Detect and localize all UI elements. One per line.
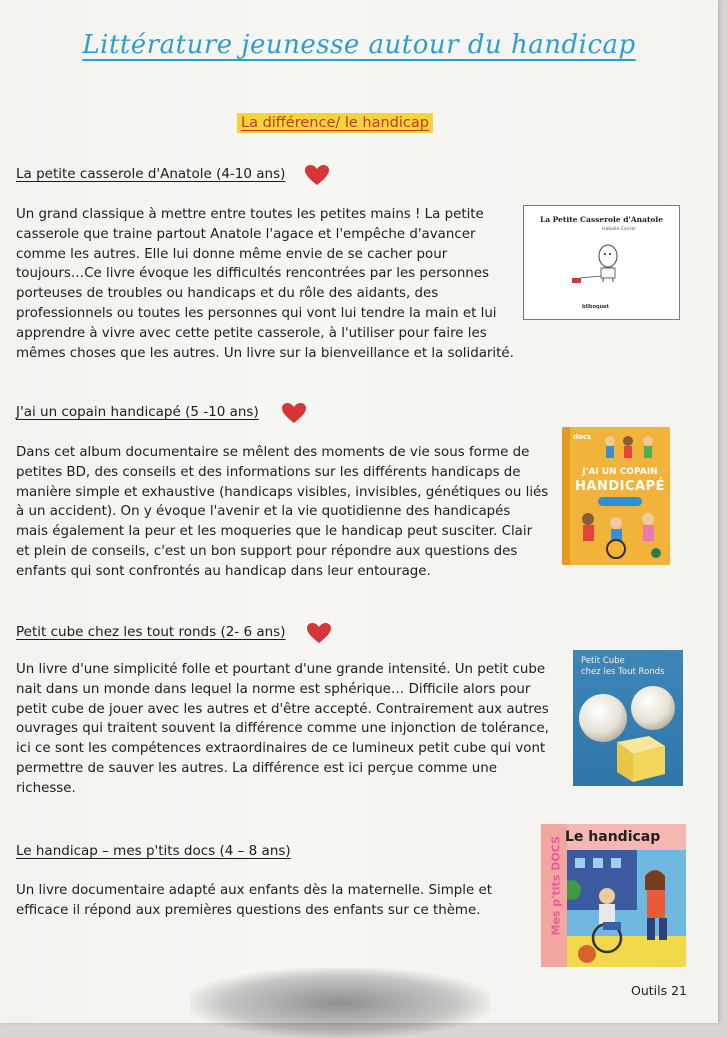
cover-title: Le handicap	[565, 829, 661, 845]
photo-shadow	[190, 968, 490, 1038]
anatole-illustration	[568, 242, 628, 292]
description-line: ici ce sont les compétences extraordinaires de ce lumineux petit cube qui vont	[16, 741, 546, 757]
page-footer: Outils 21	[631, 983, 687, 998]
description-line: et plein de conseils, c'est un bon support pour répondre aux questions des	[16, 543, 518, 559]
description-line: toujours…Ce livre évoque les difficultés rencontrées par les personnes	[16, 266, 490, 282]
children-playing-illustration	[567, 850, 686, 967]
page-title: Littérature jeunesse autour du handicap	[82, 30, 636, 60]
cover-series: Mes p'tits DOCS	[549, 836, 563, 936]
description-line: petit cube de jouer avec les autres et d'être accepté. Contrairement aux autres	[16, 701, 549, 717]
description-line: Un livre documentaire adapté aux enfants dès la maternelle. Simple et	[16, 883, 493, 898]
cover-publisher: bilboquet	[582, 304, 609, 310]
heart-icon	[281, 402, 307, 424]
description-line: porteuses de troubles ou handicaps et du rôle des aidants, des	[16, 286, 439, 302]
description-line: petites BD, des conseils et des informations sur les différents handicaps de	[16, 464, 521, 480]
description-line: efficace il répond aux premières questions des enfants sur ce thème.	[16, 902, 481, 918]
description-line: casserole que traine partout Anatole l'agace et l'empêche d'avancer	[16, 226, 476, 242]
spheres-and-cube-illustration	[573, 680, 683, 786]
book-cover-petit-cube	[573, 650, 683, 786]
description-line: permettre de sauver les autres. La différence est ici perçue comme une	[16, 760, 497, 776]
cover-title: La Petite Casserole d'Anatole	[539, 215, 664, 224]
book-cover-mes-ptits-docs	[541, 824, 686, 967]
book-cover-anatole	[523, 205, 680, 320]
heart-icon	[306, 622, 332, 644]
cover-title-line1: J'AI UN COPAIN	[582, 467, 658, 477]
description-line: Un livre d'une simplicité folle et pourtant d'une grande intensité. Un petit cube	[16, 662, 546, 677]
book-description-petit-cube	[16, 660, 549, 799]
cover-title-line2: HANDICAPÉ	[575, 479, 665, 494]
book-description-copain	[16, 443, 548, 582]
description-line: manière simple et exhaustive (handicaps visibles, invisibles, génétiques ou liés	[16, 484, 549, 500]
book-title-mes-ptits-docs: Le handicap – mes p'tits docs (4 – 8 ans)	[16, 843, 291, 859]
children-illustration	[600, 433, 666, 461]
cover-author: Isabelle Carrier	[602, 227, 637, 232]
description-line: professionnels ou toutes les personnes qui vont lui tendre la main et lui	[16, 305, 497, 321]
section-subtitle: La différence/ le handicap	[237, 113, 433, 133]
description-line: mêmes choses que les autres. Un livre sur la bienveillance et la solidarité.	[16, 345, 514, 361]
cover-badge	[598, 497, 642, 506]
cover-spine	[562, 427, 570, 565]
book-cover-copain	[562, 427, 670, 565]
cover-series: docs	[573, 433, 592, 441]
cover-title-line2: chez les Tout Ronds	[581, 667, 665, 677]
description-line: apprendre à vivre avec cette petite casserole, à l'utiliser pour faire les	[16, 325, 487, 341]
book-title-copain: J'ai un copain handicapé (5 -10 ans)	[16, 404, 259, 420]
cover-title-line1: Petit Cube	[581, 656, 625, 666]
description-line: mais également la peur et les moqueries que le handicap peut susciter. Clair	[16, 524, 533, 540]
description-line: nait dans un monde dans lequel la norme est sphérique… Difficile alors pour	[16, 681, 531, 697]
description-line: enfants qui sont confrontés au handicap dans leur entourage.	[16, 563, 431, 579]
book-title-petit-cube: Petit cube chez les tout ronds (2- 6 ans)	[16, 624, 286, 640]
wheelchair-illustration	[574, 509, 668, 561]
description-line: richesse.	[16, 780, 76, 796]
heart-icon	[304, 164, 330, 186]
description-line: Un grand classique à mettre entre toutes les petites mains ! La petite	[16, 207, 484, 222]
description-line: ouvrages qui traitent souvent la différence comme une injonction de tolérance,	[16, 721, 549, 737]
book-description-mes-ptits-docs	[16, 881, 492, 921]
book-description-anatole	[16, 205, 514, 363]
description-line: comme les autres. Elle lui donne même envie de se cacher pour	[16, 246, 448, 262]
description-line: Dans cet album documentaire se mêlent des moments de vie sous forme de	[16, 445, 530, 460]
description-line: à un accident). On y évoque l'avenir et la vie quotidienne des handicapés	[16, 504, 511, 520]
book-title-anatole: La petite casserole d'Anatole (4-10 ans)	[16, 166, 286, 182]
